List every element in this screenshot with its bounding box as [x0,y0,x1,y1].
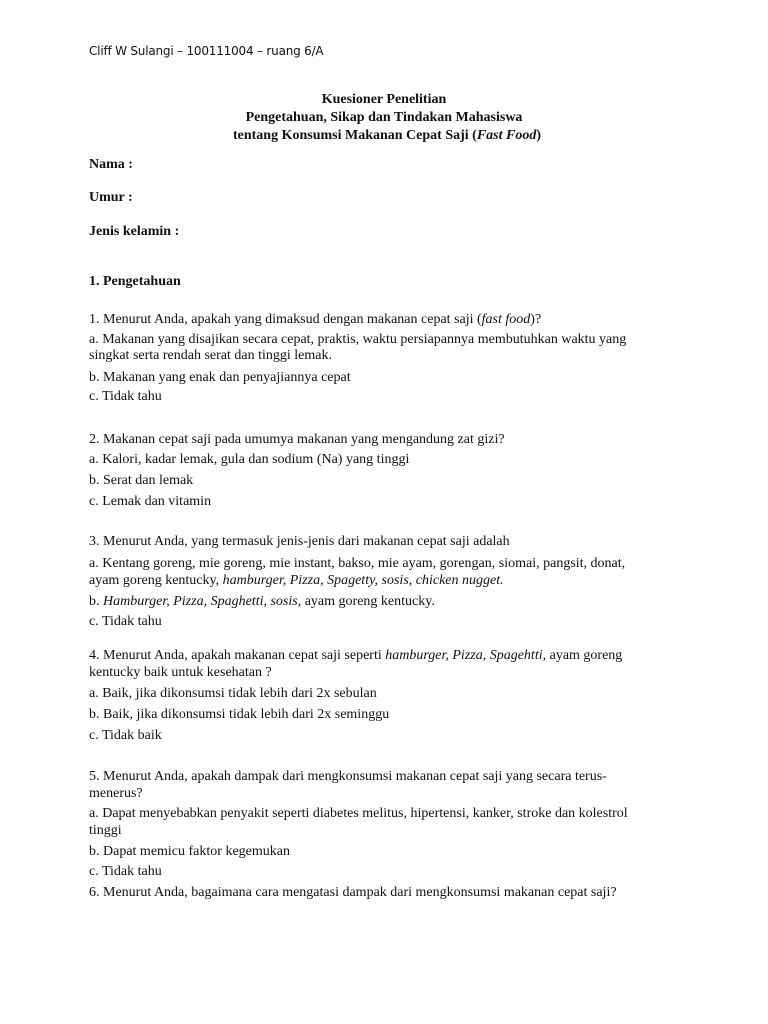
q6-question: 6. Menurut Anda, bagaimana cara mengatasi dampak dari mengkonsumsi makanan cepat saji? [89,885,617,900]
q2-option-b: b. Serat dan lemak [89,473,194,488]
q3-question: 3. Menurut Anda, yang termasuk jenis-jenis dari makanan cepat saji adalah [89,534,510,549]
title-line-3-italic: Fast Food [476,128,537,143]
q5-option-a-line-1: a. Dapat menyebabkan penyakit seperti diabetes melitus, hipertensi, kanker, stroke dan kolestrol [89,806,628,821]
q3-option-a-line-1: a. Kentang goreng, mie goreng, mie instant, bakso, mie ayam, gorengan, siomai, pangsit, donat, [89,556,626,571]
q3-option-b-italic: Hamburger, Pizza, Spaghetti, sosis, [103,594,302,609]
q2-question: 2. Makanan cepat saji pada umumya makanan yang mengandung zat gizi? [89,432,505,447]
q3-option-a-line-2 [89,573,504,589]
q1-question [89,312,541,328]
q4-question-text: 4. Menurut Anda, apakah makanan cepat saji seperti [89,648,386,663]
q5-option-c: c. Tidak tahu [89,864,162,879]
q5-option-b: b. Dapat memicu faktor kegemukan [89,844,290,859]
q1-option-b: b. Makanan yang enak dan penyajiannya cepat [89,370,351,385]
author-header: Cliff W Sulangi – 100111004 – ruang 6/A [89,44,324,58]
q3-option-c: c. Tidak tahu [89,614,162,629]
q5-question-line-2: menerus? [89,786,143,801]
q1-option-a-line-2: singkat serta rendah serat dan tinggi lemak. [89,348,332,363]
q4-option-b: b. Baik, jika dikonsumsi tidak lebih dari 2x seminggu [89,707,390,722]
q4-question-end: ayam goreng [546,648,623,663]
q4-question-italic: hamburger, Pizza, Spagehtti, [385,648,547,663]
q3-option-a-line-2-italic: hamburger, Pizza, Spagetty, sosis, chicken nugget. [222,573,504,588]
document-title [0,91,768,145]
q3-option-b [89,594,435,610]
field-nama: Nama : [89,157,133,172]
q2-option-c: c. Lemak dan vitamin [89,494,212,509]
q4-question-line-2: kentucky baik untuk kesehatan ? [89,665,272,680]
title-line-3-close: ) [536,128,542,143]
q5-option-a-line-2: tinggi [89,823,122,838]
q1-option-a-line-1: a. Makanan yang disajikan secara cepat, praktis, waktu persiapannya membutuhkan waktu yang [89,332,627,347]
q3-option-b-prefix: b. [89,594,103,609]
title-line-3-text: tentang Konsumsi Makanan Cepat Saji ( [232,128,477,143]
q4-option-a: a. Baik, jika dikonsumsi tidak lebih dari 2x sebulan [89,686,377,701]
field-jenis-kelamin: Jenis kelamin : [89,224,180,239]
q3-option-b-text: ayam goreng kentucky. [301,594,435,609]
q1-question-end: )? [530,312,542,327]
section-heading: 1. Pengetahuan [89,274,181,289]
q1-question-italic: fast food [481,312,531,327]
q1-question-text: 1. Menurut Anda, apakah yang dimaksud dengan makanan cepat saji ( [89,312,482,327]
q2-option-a: a. Kalori, kadar lemak, gula dan sodium (Na) yang tinggi [89,452,410,467]
title-line-1: Kuesioner Penelitian [321,92,447,107]
title-line-2: Pengetahuan, Sikap dan Tindakan Mahasiswa [245,110,523,125]
field-umur: Umur : [89,190,133,205]
q1-option-c: c. Tidak tahu [89,389,162,404]
q4-question-line-1 [89,648,622,664]
q5-question-line-1: 5. Menurut Anda, apakah dampak dari mengkonsumsi makanan cepat saji yang secara terus- [89,769,607,784]
title-line-3 [0,127,768,145]
q3-option-a-line-2-text: ayam goreng kentucky, [89,573,223,588]
q4-option-c: c. Tidak baik [89,728,162,743]
